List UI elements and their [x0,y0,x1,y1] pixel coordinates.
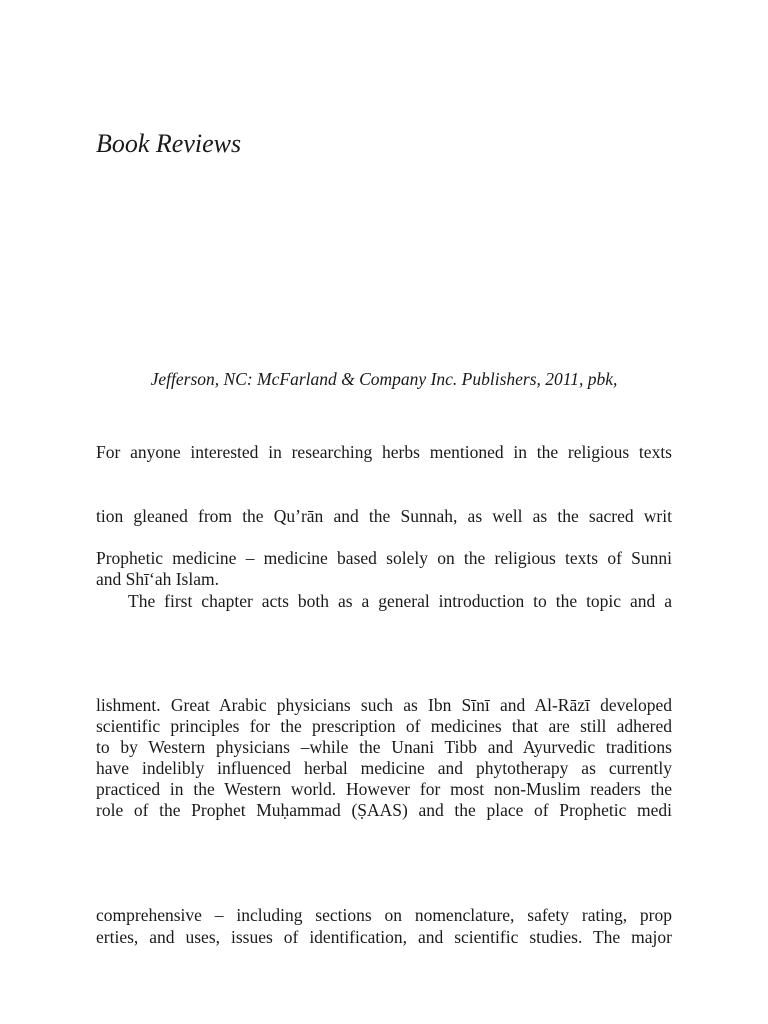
text-line: practiced in the Western world. However for most non-Muslim readers the [96,779,672,799]
text-line: and Shī‘ah Islam. [96,569,219,589]
text-line: scientific principles for the prescription of medicines that are still adhered [96,716,672,736]
page-heading: Book Reviews [96,129,242,158]
text-line: tion gleaned from the Qu’rān and the Sunnah, as well as the sacred writ [96,506,672,526]
text-line: comprehensive – including sections on nomenclature, safety rating, prop [96,905,672,925]
text-line: role of the Prophet Muḥammad (ṢAAS) and the place of Prophetic medi [96,800,672,820]
text-line: For anyone interested in researching herbs mentioned in the religious texts [96,442,672,462]
text-line: have indelibly influenced herbal medicine and phytotherapy as currently [96,758,672,778]
text-line: Prophetic medicine – medicine based solely on the religious texts of Sunni [96,548,672,568]
text-line: lishment. Great Arabic physicians such as Ibn Sīnī and Al-Rāzī developed [96,695,672,715]
text-line: erties, and uses, issues of identification, and scientific studies. The major [96,927,672,947]
text-line: The first chapter acts both as a general introduction to the topic and a [128,591,672,611]
publication-citation: Jefferson, NC: McFarland & Company Inc. Publishers, 2011, pbk, [150,369,618,389]
text-line: to by Western physicians –while the Unani Tibb and Ayurvedic traditions [96,737,672,757]
